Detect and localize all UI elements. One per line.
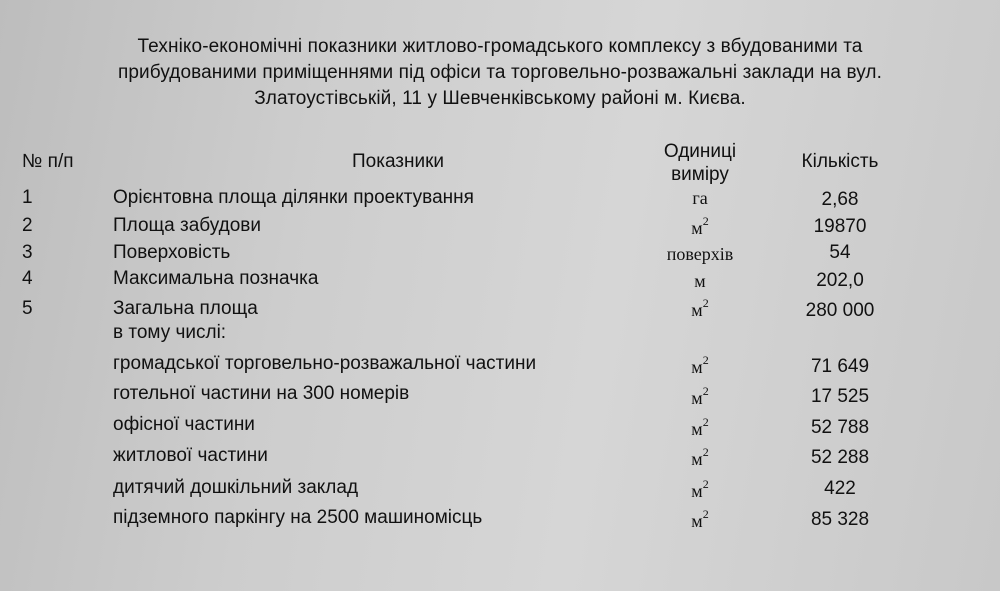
row-5-unit-sup: 2 — [702, 296, 709, 310]
subrow-4-unit — [640, 445, 760, 470]
row-2-quantity: 19870 — [813, 216, 867, 237]
subrow-2-unit — [640, 384, 760, 409]
row-1-unit — [640, 188, 760, 209]
subrow-4-unit-sup: 2 — [702, 445, 709, 459]
row-2-number: 2 — [22, 215, 33, 236]
header-units-line-2: виміру — [671, 164, 729, 185]
row-4-name: Максимальна позначка — [113, 268, 319, 289]
subrow-2-quantity: 17 525 — [810, 386, 870, 407]
document-title — [0, 34, 1000, 112]
including-label: в тому числі: — [113, 322, 227, 343]
subrow-6-unit-text: м — [691, 511, 703, 531]
subrow-3-name: офісної частини — [113, 414, 255, 435]
row-5-unit — [640, 296, 760, 321]
subrow-4-unit-text: м — [691, 449, 703, 469]
subrow-1-name: громадської торговельно-розважальної частини — [113, 353, 537, 374]
subrow-5-quantity: 422 — [824, 478, 856, 499]
row-4-number: 4 — [22, 268, 33, 289]
row-5-unit-text: м — [691, 300, 703, 320]
row-1-quantity: 2,68 — [821, 189, 859, 210]
header-units-line-1: Одиниці — [663, 141, 737, 162]
subrow-3-unit-text: м — [691, 419, 703, 439]
row-3-quantity: 54 — [829, 242, 851, 263]
subrow-3-unit — [640, 415, 760, 440]
subrow-6-quantity: 85 328 — [810, 509, 870, 530]
row-4-quantity: 202,0 — [816, 270, 864, 291]
row-3-unit-text: поверхів — [666, 244, 734, 264]
subrow-5-unit-sup: 2 — [702, 477, 709, 491]
subrow-6-name: підземного паркінгу на 2500 машиномісць — [113, 507, 483, 528]
row-5-quantity: 280 000 — [805, 300, 875, 321]
title-line-1: Техніко-економічні показники житлово-громадського комплексу з вбудованими та — [137, 36, 863, 57]
subrow-5-unit — [640, 477, 760, 502]
row-3-number: 3 — [22, 242, 33, 263]
row-4-unit-text: м — [694, 271, 706, 291]
title-line-3: Златоустівській, 11 у Шевченківському районі м. Києва. — [254, 88, 746, 109]
header-units — [640, 140, 760, 186]
row-5-number: 5 — [22, 298, 33, 319]
subrow-2-unit-text: м — [691, 388, 703, 408]
subrow-1-unit-sup: 2 — [702, 353, 709, 367]
title-line-2: прибудованими приміщеннями під офіси та торговельно-розважальні заклади на вул. — [118, 62, 882, 83]
subrow-5-name: дитячий дошкільний заклад — [113, 477, 359, 498]
subrow-4-quantity: 52 288 — [810, 447, 870, 468]
subrow-3-unit-sup: 2 — [702, 415, 709, 429]
subrow-4-name: житлової частини — [113, 445, 268, 466]
row-1-unit-text: га — [692, 188, 708, 208]
subrow-2-unit-sup: 2 — [702, 384, 709, 398]
header-quantity: Кількість — [801, 151, 879, 172]
subrow-6-unit — [640, 507, 760, 532]
subrow-6-unit-sup: 2 — [702, 507, 709, 521]
row-3-unit — [640, 244, 760, 265]
row-2-unit-text: м — [691, 218, 703, 238]
subrow-2-name: готельної частини на 300 номерів — [113, 383, 410, 404]
row-2-unit-sup: 2 — [702, 214, 709, 228]
row-1-name: Орієнтовна площа ділянки проектування — [113, 187, 474, 208]
header-indicators: Показники — [352, 151, 445, 172]
header-number: № п/п — [22, 151, 74, 172]
subrow-3-quantity: 52 788 — [810, 417, 870, 438]
row-1-number: 1 — [22, 187, 33, 208]
row-4-unit — [640, 271, 760, 292]
subrow-1-quantity: 71 649 — [810, 356, 870, 377]
row-2-unit — [640, 214, 760, 239]
subrow-5-unit-text: м — [691, 481, 703, 501]
row-5-name: Загальна площа — [113, 298, 258, 319]
row-2-name: Площа забудови — [113, 215, 261, 236]
subrow-1-unit — [640, 353, 760, 378]
row-3-name: Поверховість — [113, 242, 231, 263]
subrow-1-unit-text: м — [691, 357, 703, 377]
